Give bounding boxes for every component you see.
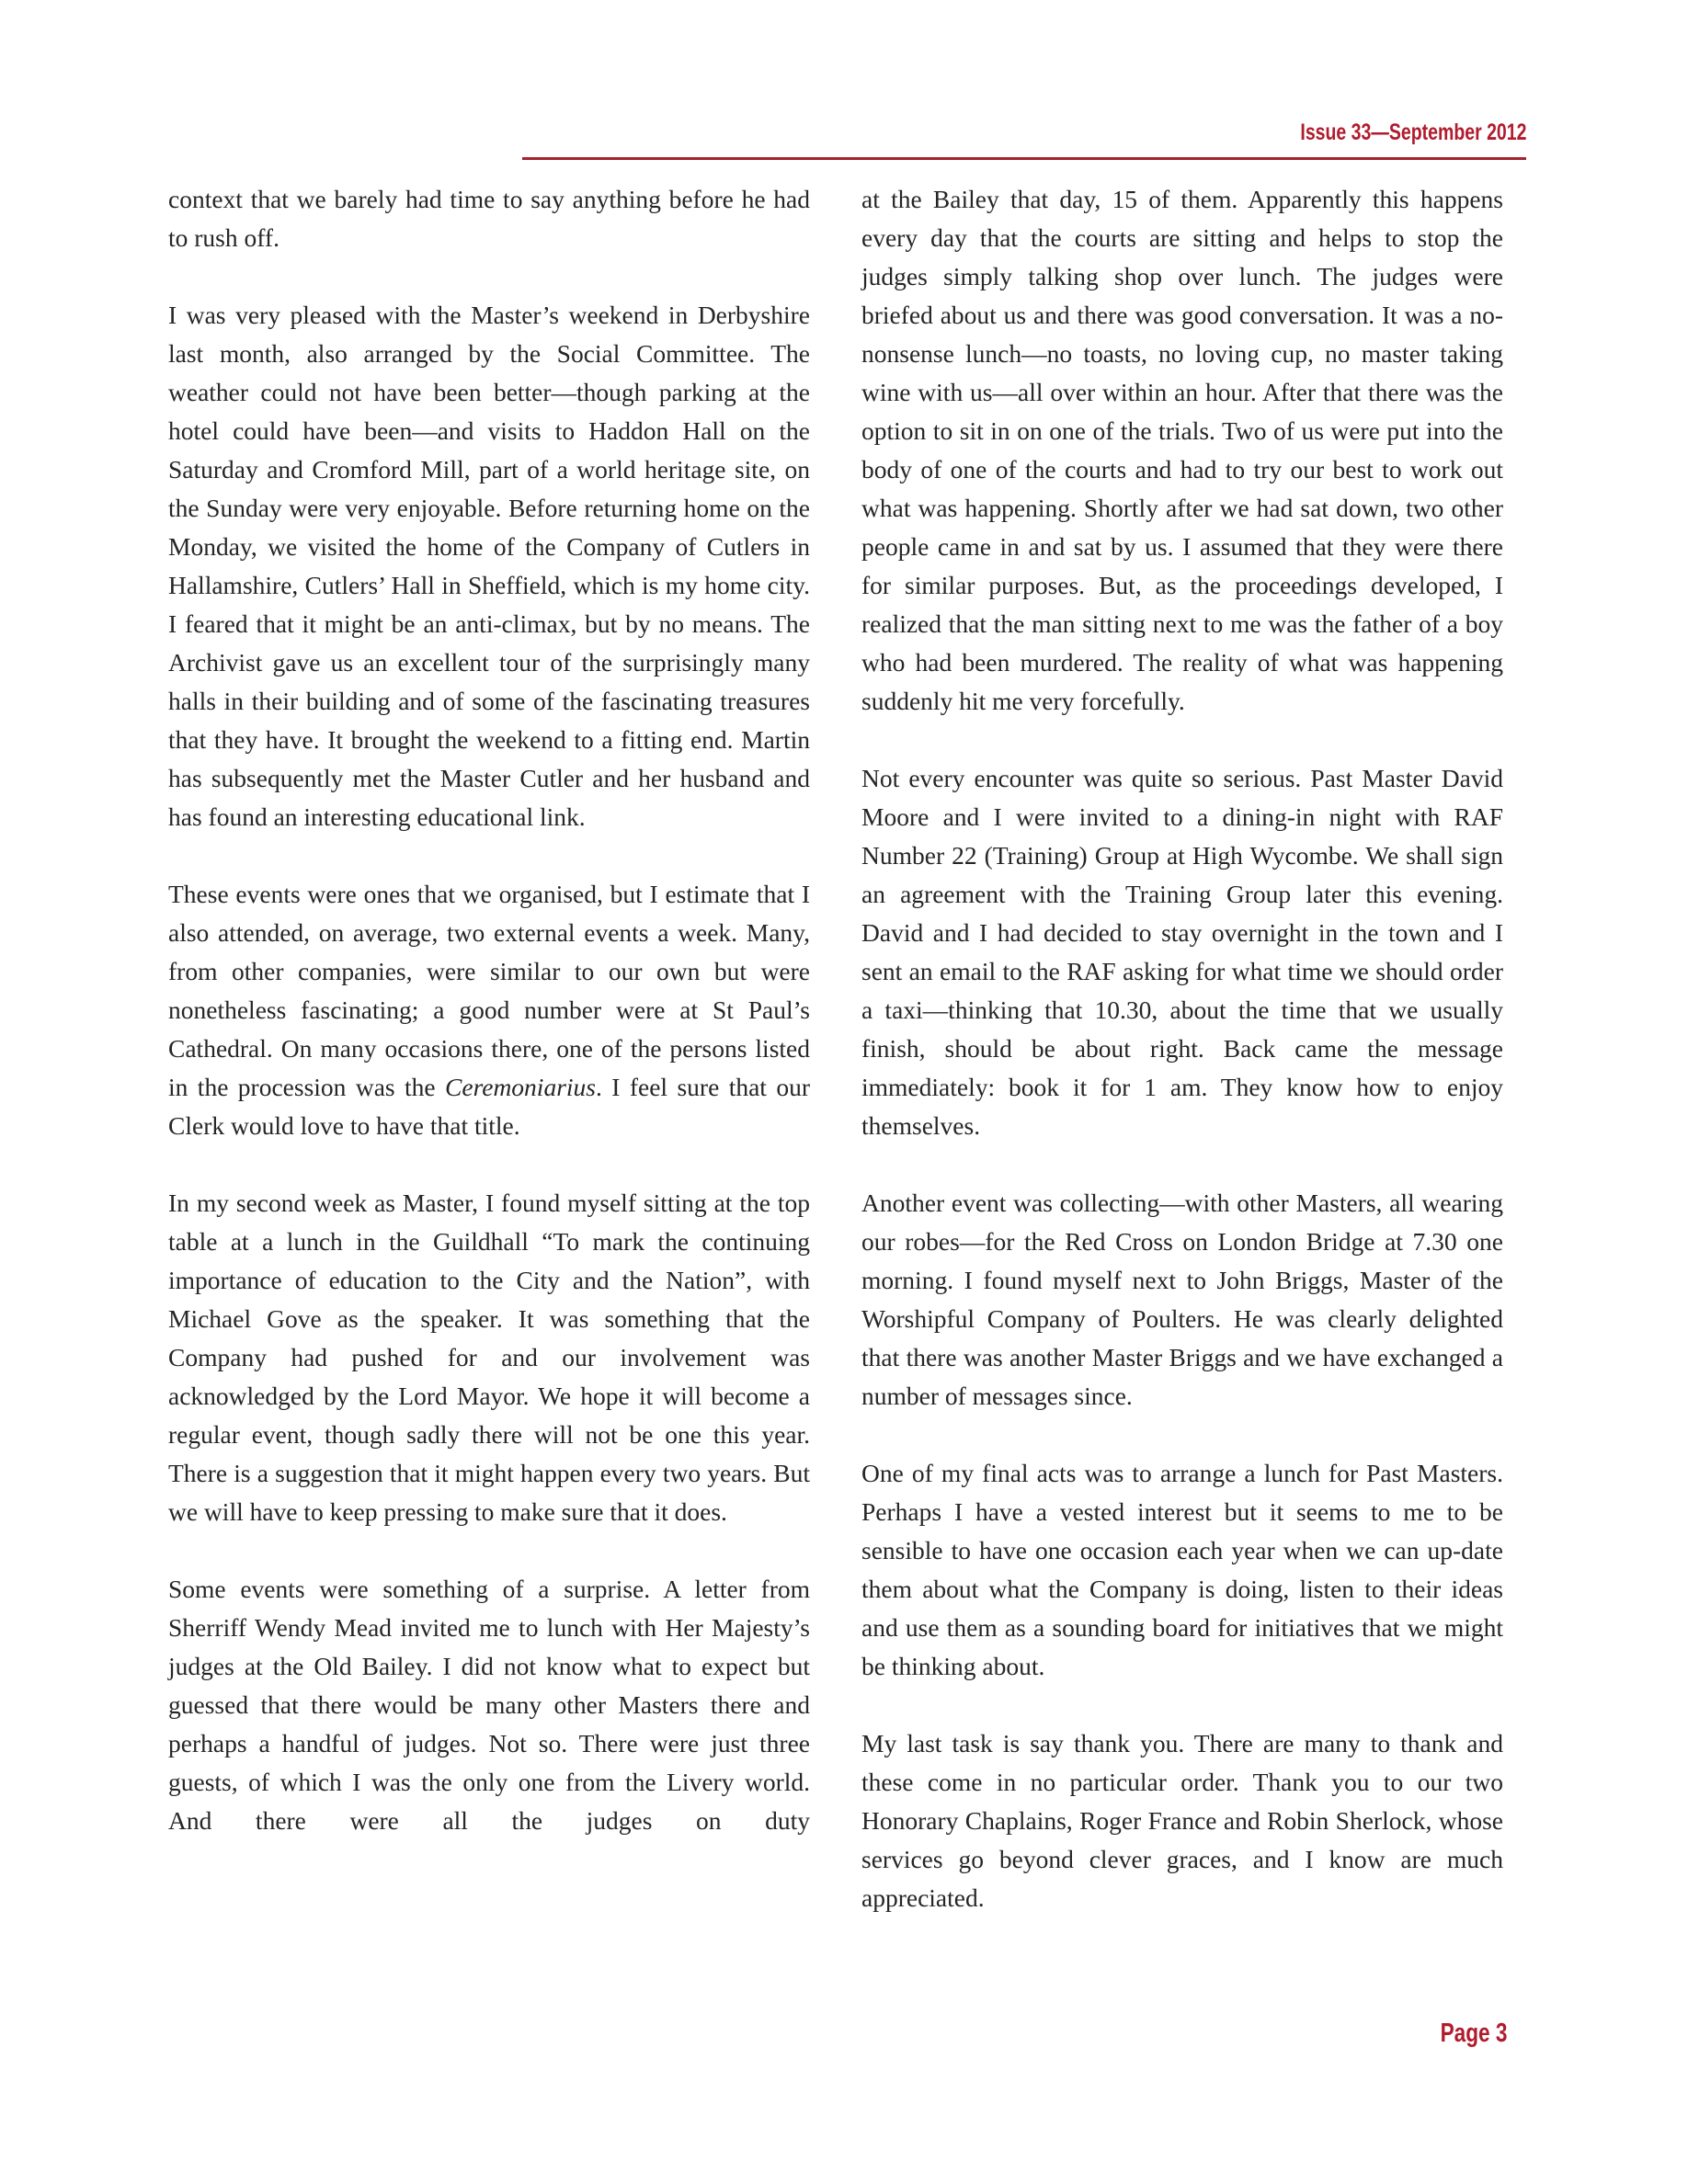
page-number: Page 3 — [1440, 2019, 1507, 2048]
paragraph-text: . I feel sure that our Clerk would love to have that title. — [168, 1073, 810, 1140]
paragraph: Some events were something of a surprise. A letter from Sherriff Wendy Mead invited me to lunch with Her Majesty’s judges at the Old Bailey. I did not know what to expect but guessed that there would be many other Masters there and perhaps a handful of judges. Not so. There were just three guests, of which I was the only one from the Livery world. And there were all the judges on duty — [168, 1575, 810, 1835]
left-column — [168, 180, 810, 1879]
paragraph: My last task is say thank you. There are many to thank and these come in no particular order. Thank you to our two Honorary Chaplains, Roger France and Robin Sherlock, whose services go beyond clever graces, and I know are much appreciated. — [861, 1729, 1503, 1912]
paragraph: Another event was collecting—with other Masters, all wearing our robes—for the Red Cross on London Bridge at 7.30 one morning. I found myself next to John Briggs, Master of the Worshipful Company of Poulters. He was clearly delighted that there was another Master Briggs and we have exchanged a number of messages since. — [861, 1189, 1503, 1410]
paragraph: I was very pleased with the Master’s weekend in Derbyshire last month, also arranged by the Social Committee. The weather could not have been better—though parking at the hotel could have been—and visits to Haddon Hall on the Saturday and Cromford Mill, part of a world heritage site, on the Sunday were very enjoyable. Before returning home on the Monday, we visited the home of the Company of Cutlers in Hallamshire, Cutlers’ Hall in Sheffield, which is my home city. I feared that it might be an anti-climax, but by no means. The Archivist gave us an excellent tour of the surprisingly many halls in their building and of some of the fascinating treasures that they have. It brought the weekend to a fitting end. Martin has subsequently met the Master Cutler and her husband and has found an interesting educational link. — [168, 301, 810, 831]
paragraph-text: These events were ones that we organised, but I estimate that I also attended, on average, two external events a week. Many, from other companies, were similar to our own but were nonetheless fascinating; a good number were at St Paul’s Cathedral. On many occasions there, one of the persons listed in the procession was the — [168, 880, 810, 1101]
italic-term: Ceremoniarius — [445, 1073, 596, 1101]
paragraph: context that we barely had time to say anything before he had to rush off. — [168, 185, 810, 252]
paragraph: In my second week as Master, I found myself sitting at the top table at a lunch in the Guildhall “To mark the continuing importance of education to the City and the Nation”, with Michael Gove as the speaker. It was something that the Company had pushed for and our involvement was acknowledged by the Lord Mayor. We hope it will become a regular event, though sadly there will not be one this year. There is a suggestion that it might happen every two years. But we will have to keep pressing to make sure that it does. — [168, 1189, 810, 1526]
paragraph: Not every encounter was quite so serious. Past Master David Moore and I were invited to a dining-in night with RAF Number 22 (Training) Group at High Wycombe. We shall sign an agreement with the Training Group later this evening. David and I had decided to stay overnight in the town and I sent an email to the RAF asking for what time we should order a taxi—thinking that 10.30, about the time that we usually finish, should be about right. Back came the message immediately: book it for 1 am. They know how to enjoy themselves. — [861, 764, 1503, 1140]
issue-header: Issue 33—September 2012 — [1299, 119, 1526, 145]
paragraph: at the Bailey that day, 15 of them. Apparently this happens every day that the courts are sitting and helps to stop the judges simply talking shop over lunch. The judges were briefed about us and there was good conversation. It was a no-nonsense lunch—no toasts, no loving cup, no master taking wine with us—all over within an hour. After that there was the option to sit in on one of the trials. Two of us were put into the body of one of the courts and had to try our best to work out what was happening. Shortly after we had sat down, two other people came in and sat by us. I assumed that they were there for similar purposes. But, as the proceedings developed, I realized that the man sitting next to me was the father of a boy who had been murdered. The reality of what was happening suddenly hit me very forcefully. — [861, 185, 1503, 715]
header-divider — [522, 157, 1526, 160]
paragraph — [168, 875, 810, 1145]
right-column — [861, 180, 1503, 1956]
paragraph: One of my final acts was to arrange a lunch for Past Masters. Perhaps I have a vested interest but it seems to me to be sensible to have one occasion each year when we can up-date them about what the Company is doing, listen to their ideas and use them as a sounding board for initiatives that we might be thinking about. — [861, 1459, 1503, 1680]
